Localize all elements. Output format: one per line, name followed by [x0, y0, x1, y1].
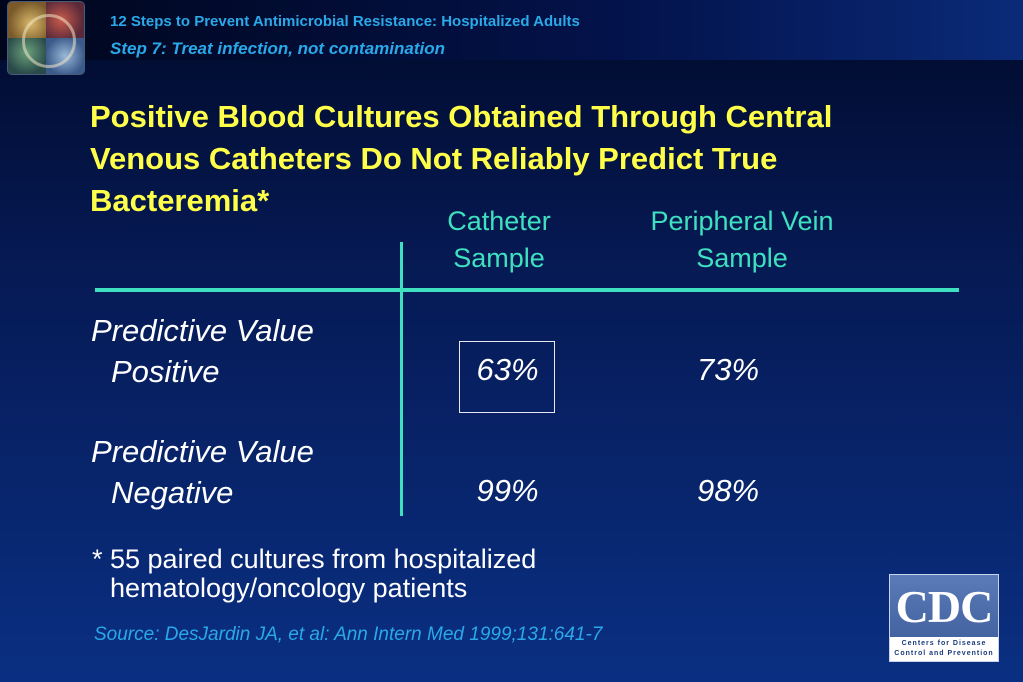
table-cell-ppv-catheter: 63% [476, 352, 539, 387]
table-column-divider [400, 242, 403, 516]
row-label-line: Positive [111, 354, 220, 389]
table-cell-npv-peripheral: 98% [696, 473, 760, 508]
footnote-line: * 55 paired cultures from hospitalized [92, 544, 537, 574]
column-header-line: Sample [696, 243, 788, 273]
slide-title-line: Venous Catheters Do Not Reliably Predict True [90, 141, 778, 176]
cdc-logo-line: Control and Prevention [894, 650, 994, 657]
column-header-line: Sample [453, 243, 545, 273]
row-label-line: Predictive Value [91, 313, 314, 348]
column-header-peripheral [622, 203, 862, 277]
footnote-line: hematology/oncology patients [110, 573, 468, 603]
table-cell-ppv-peripheral: 73% [696, 352, 760, 387]
slide-title-line: Bacteremia* [90, 183, 270, 218]
step-title: Step 7: Treat infection, not contamination [110, 39, 445, 58]
footnote [92, 545, 536, 603]
series-title: 12 Steps to Prevent Antimicrobial Resistance: Hospitalized Adults [110, 13, 580, 30]
table-cell-npv-catheter: 99% [476, 473, 539, 508]
column-header-catheter [434, 203, 564, 277]
program-logo-icon [8, 2, 84, 74]
source-citation: Source: DesJardin JA, et al: Ann Intern Med 1999;131:641-7 [94, 624, 603, 645]
row-label-ppv [91, 310, 314, 392]
column-header-line: Catheter [447, 206, 551, 236]
row-label-line: Predictive Value [91, 434, 314, 469]
column-header-line: Peripheral Vein [650, 206, 834, 236]
row-label-line: Negative [111, 475, 234, 510]
table-header-divider [95, 288, 959, 292]
cdc-logo-icon [889, 574, 999, 662]
cdc-logo-letters: CDC [895, 581, 993, 632]
row-label-npv [91, 431, 314, 513]
cdc-logo-line: Centers for Disease [901, 640, 987, 647]
slide-title-line: Positive Blood Cultures Obtained Through Central [90, 99, 833, 134]
